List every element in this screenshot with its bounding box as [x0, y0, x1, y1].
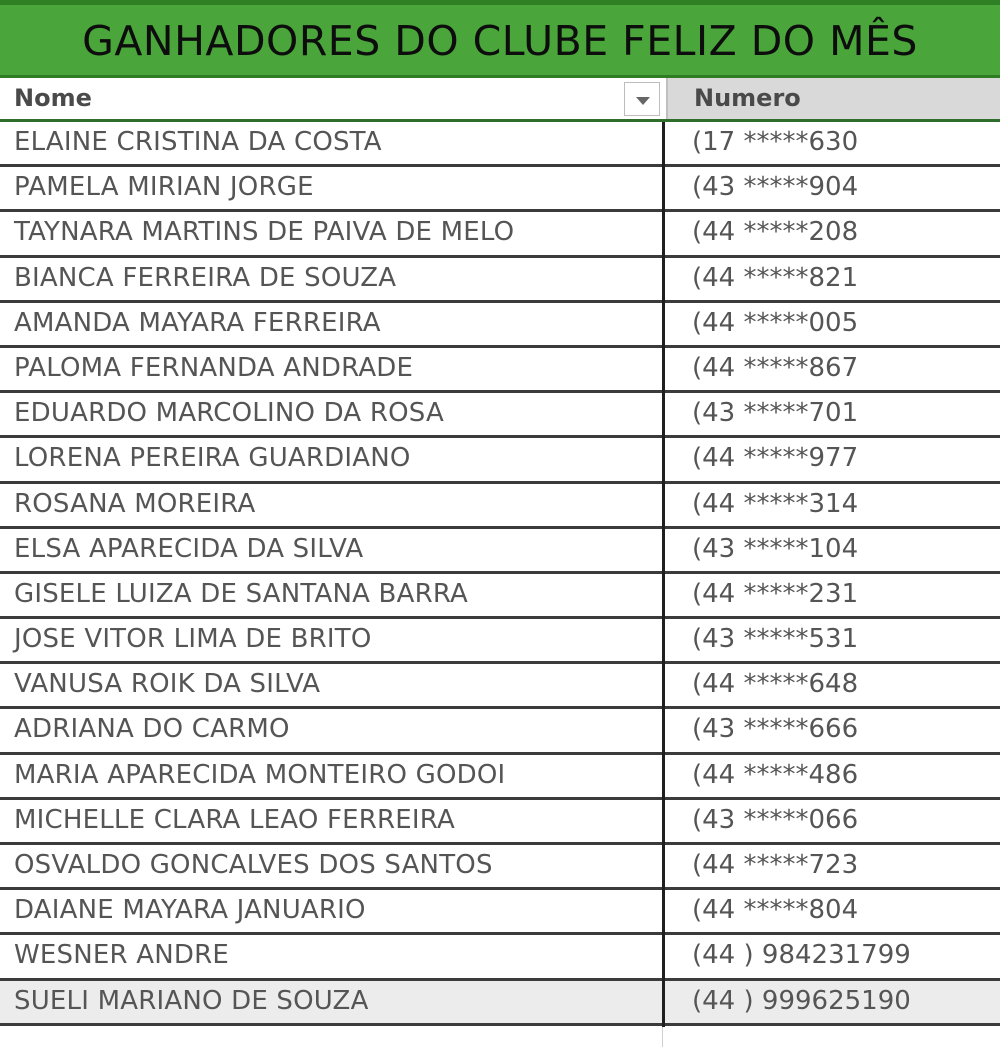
table-row[interactable] [0, 574, 1000, 619]
cell-name: BIANCA FERREIRA DE SOUZA [14, 262, 397, 293]
column-divider [662, 122, 665, 1027]
table-row[interactable] [0, 845, 1000, 890]
cell-name: SUELI MARIANO DE SOUZA [14, 985, 369, 1016]
table-header [0, 78, 1000, 122]
cell-number: (44 *****005 [692, 307, 859, 338]
cell-number: (44 ) 999625190 [692, 985, 911, 1016]
cell-number: (44 *****486 [692, 759, 859, 790]
cell-number: (44 *****821 [692, 262, 859, 293]
table-row[interactable] [0, 709, 1000, 754]
cell-name: GISELE LUIZA DE SANTANA BARRA [14, 578, 469, 609]
header-cell-number[interactable] [666, 78, 1000, 119]
cell-number: (43 *****531 [692, 624, 859, 655]
cell-number: (43 *****666 [692, 714, 859, 745]
cell-name: MICHELLE CLARA LEAO FERREIRA [14, 804, 455, 835]
table-row[interactable] [0, 438, 1000, 483]
cell-number: (44 *****977 [692, 443, 859, 474]
cell-name: DAIANE MAYARA JANUARIO [14, 895, 366, 926]
cell-name: PALOMA FERNANDA ANDRADE [14, 352, 414, 383]
cell-name: JOSE VITOR LIMA DE BRITO [14, 624, 372, 655]
table-row[interactable] [0, 393, 1000, 438]
cell-name: ELAINE CRISTINA DA COSTA [14, 127, 382, 157]
cell-name: ROSANA MOREIRA [14, 488, 256, 519]
cell-number: (43 *****701 [692, 398, 859, 429]
cell-number: (17 *****630 [692, 127, 859, 157]
cell-number: (44 *****867 [692, 352, 859, 383]
cell-name: WESNER ANDRE [14, 940, 229, 971]
gridline [662, 1027, 663, 1047]
table-row[interactable] [0, 890, 1000, 935]
table-row[interactable] [0, 167, 1000, 212]
cell-name: TAYNARA MARTINS DE PAIVA DE MELO [14, 217, 515, 248]
cell-number: (44 ) 984231799 [692, 940, 911, 971]
table-row[interactable] [0, 258, 1000, 303]
cell-number: (44 *****208 [692, 217, 859, 248]
cell-number: (44 *****723 [692, 850, 859, 880]
cell-number: (44 *****231 [692, 578, 859, 609]
cell-name: PAMELA MIRIAN JORGE [14, 172, 314, 203]
cell-number: (44 *****314 [692, 488, 859, 519]
cell-name: MARIA APARECIDA MONTEIRO GODOI [14, 759, 506, 790]
cell-number: (43 *****066 [692, 804, 859, 835]
table-row[interactable] [0, 484, 1000, 529]
header-name-label: Nome [14, 84, 92, 112]
table-row[interactable] [0, 755, 1000, 800]
header-cell-name[interactable] [0, 78, 662, 119]
page-title: GANHADORES DO CLUBE FELIZ DO MÊS [82, 17, 918, 65]
cell-number: (44 *****804 [692, 895, 859, 926]
cell-number: (43 *****904 [692, 172, 859, 203]
table-row[interactable] [0, 981, 1000, 1026]
title-banner [0, 0, 1000, 78]
filter-dropdown-icon[interactable] [624, 82, 660, 116]
cell-name: LORENA PEREIRA GUARDIANO [14, 443, 411, 474]
table-row[interactable] [0, 800, 1000, 845]
cell-name: ELSA APARECIDA DA SILVA [14, 533, 364, 564]
table-row[interactable] [0, 619, 1000, 664]
cell-name: AMANDA MAYARA FERREIRA [14, 307, 381, 338]
table-row[interactable] [0, 529, 1000, 574]
table-row[interactable] [0, 212, 1000, 257]
cell-name: ADRIANA DO CARMO [14, 714, 290, 745]
cell-name: EDUARDO MARCOLINO DA ROSA [14, 398, 444, 429]
cell-name: OSVALDO GONCALVES DOS SANTOS [14, 850, 493, 880]
table-row[interactable] [0, 935, 1000, 980]
cell-name: VANUSA ROIK DA SILVA [14, 669, 321, 700]
table-row[interactable] [0, 122, 1000, 167]
table-row[interactable] [0, 348, 1000, 393]
cell-number: (44 *****648 [692, 669, 859, 700]
header-number-label: Numero [694, 84, 801, 112]
table-body [0, 122, 1000, 1026]
table-row[interactable] [0, 664, 1000, 709]
cell-number: (43 *****104 [692, 533, 859, 564]
table-row[interactable] [0, 303, 1000, 348]
